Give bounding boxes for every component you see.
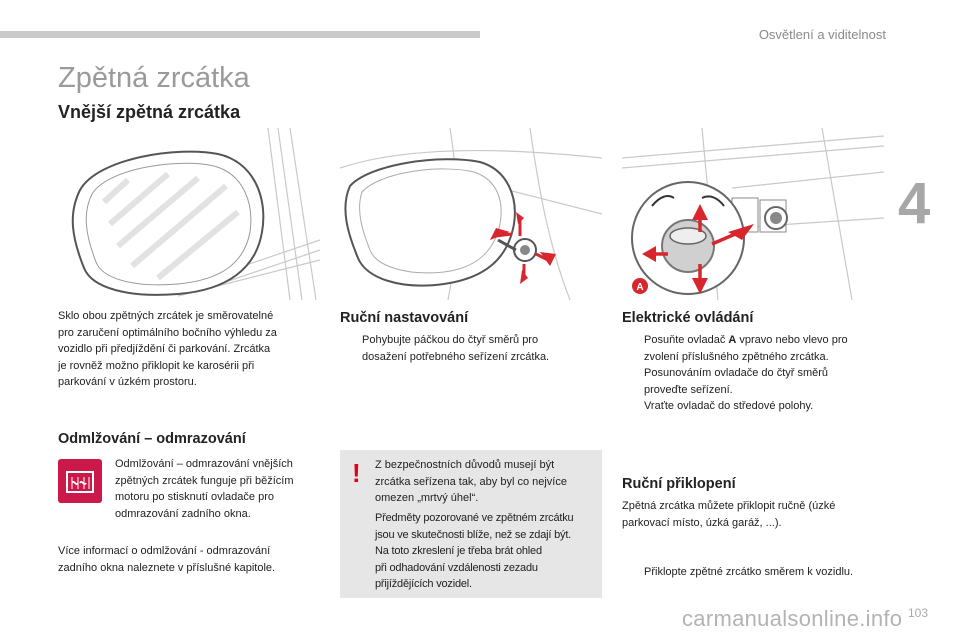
warning-box <box>340 450 602 598</box>
manual-bullet: Pohybujte páčkou do čtyř směrů pro dosažení potřebného seřízení zrcátka. <box>362 334 550 363</box>
folding-text: Zpětná zrcátka můžete přiklopit ručně (úzké parkovací místo, úzká garáž, ...). <box>622 500 836 529</box>
intro-text: Sklo obou zpětných zrcátek je směrovatelné pro zaručení optimálního bočního výhledu za vozidlo při předjíždění či parkování. Zrcátka je rovněž možno přiklopit ke karosérii při parkování v úzkém prostoru. <box>58 310 277 388</box>
page-number: 103 <box>908 606 929 620</box>
warning-text-2: Předměty pozorované ve zpětném zrcátku jsou ve skutečnosti blíže, než se zdají být. Na toto zkreslení je třeba brát ohled při odhadování vzdálenosti zezadu přijíždějících vozidel. <box>375 512 574 590</box>
chapter-number: 4 <box>898 171 931 236</box>
electric-bullet-2: Posunováním ovladače do čtyř směrů proveďte seřízení. <box>644 367 829 396</box>
header-bar <box>0 31 480 38</box>
warning-text-1: Z bezpečnostních důvodů musejí být zrcátka seřízena tak, aby byl co nejvíce omezen „mrtvý úhel“. <box>375 459 567 504</box>
defrost-more-info: Více informací o odmlžování - odmrazování zadního okna naleznete v příslušné kapitole. <box>58 545 276 574</box>
electric-bullet-1: Posuňte ovladač A vpravo nebo vlevo pro zvolení příslušného zpětného zrcátka. <box>644 334 848 363</box>
warning-icon: ! <box>352 458 361 488</box>
folding-bullet: Přiklopte zpětné zrcátko směrem k vozidlu. <box>644 566 854 578</box>
section-title: Vnější zpětná zrcátka <box>58 102 241 122</box>
manual-title: Ruční nastavování <box>340 310 469 326</box>
manual-adjust-illustration <box>340 128 602 300</box>
chapter-header: Osvětlení a viditelnost <box>758 27 886 42</box>
defrost-title: Odmlžování – odmrazování <box>58 431 246 447</box>
rear-defrost-icon <box>58 459 102 503</box>
page-title: Zpětná zrcátka <box>58 62 250 94</box>
label-a: A <box>636 282 644 293</box>
electric-title: Elektrické ovládání <box>622 310 754 326</box>
electric-control-illustration <box>622 128 884 300</box>
electric-bullet-3: Vraťte ovladač do středové polohy. <box>644 400 814 412</box>
mirror-glass-illustration <box>58 128 320 300</box>
folding-title: Ruční přiklopení <box>622 476 736 492</box>
defrost-text: Odmlžování – odmrazování vnějších zpětných zrcátek funguje při běžícím motoru po stisknutí ovladače pro odmrazování zadního okna. <box>115 458 294 520</box>
watermark: carmanualsonline.info <box>682 606 903 631</box>
electric-bullets <box>622 332 884 415</box>
